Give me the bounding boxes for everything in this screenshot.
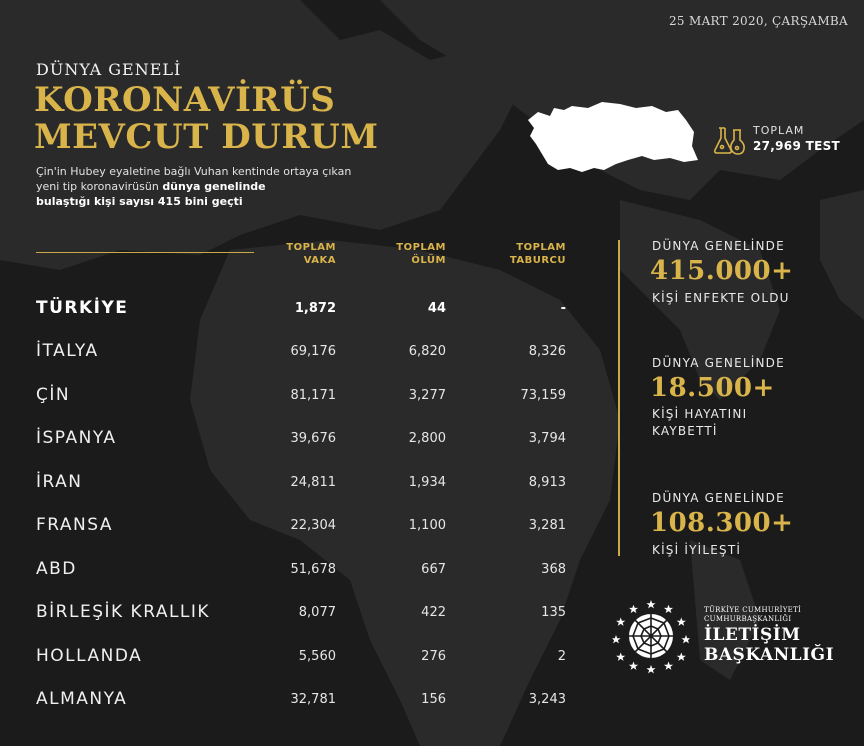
org-line-3: İLETİŞİM [704,625,801,645]
country-name: İRAN [36,472,83,492]
table-row [0,689,600,719]
deaths-cell: 1,100 [408,518,446,533]
world-infected-sub: KİŞİ ENFEKTE OLDU [652,291,790,305]
world-infected-label: DÜNYA GENELİNDE [652,239,785,253]
cases-cell: 39,676 [290,431,336,446]
country-name: İSPANYA [36,428,117,448]
world-infected-value: 415.000+ [650,256,794,286]
recovered-cell: 3,281 [528,518,566,533]
description-bold-2: bulaştığı kişi sayısı 415 bini geçti [36,195,243,208]
column-header-deaths-line-2: ÖLÜM [411,255,446,266]
description-bold-1: dünya genelinde [162,180,266,193]
deaths-cell: 156 [421,692,446,707]
description [36,164,356,209]
cases-cell: 32,781 [290,692,336,707]
deaths-cell: 276 [421,649,446,664]
column-header-recovered-line-2: TABURCU [509,255,566,266]
column-header-cases [256,241,336,267]
recovered-cell: 135 [541,605,566,620]
recovered-cell: 2 [557,649,566,664]
recovered-cell: - [560,301,566,316]
table-row [0,559,600,589]
title-line-2: MEVCUT DURUM [34,117,379,157]
divider-line [36,252,254,253]
cases-cell: 5,560 [298,649,336,664]
table-row [0,515,600,545]
country-name: ABD [36,559,77,579]
deaths-cell: 6,820 [408,344,446,359]
flask-icon [711,122,747,158]
table-row [0,428,600,458]
country-name: İTALYA [36,341,99,361]
tests-value: 27,969 TEST [753,139,840,153]
recovered-cell: 368 [541,562,566,577]
table-row [0,472,600,502]
org-name-big [704,625,834,665]
description-text: Çin'in Hubey eyaletine bağlı Vuhan kentinde ortaya çıkan yeni tip koronavirüsün [36,165,352,193]
subtitle: DÜNYA GENELİ [36,60,182,79]
table-row-turkiye [0,298,600,328]
cases-cell: 8,077 [298,605,336,620]
country-name: FRANSA [36,515,113,535]
world-deaths-sub-line-1: KİŞİ HAYATINI [652,407,748,421]
cases-cell: 81,171 [290,388,336,403]
deaths-cell: 1,934 [408,475,446,490]
world-deaths-sub-line-2: KAYBETTİ [652,424,718,438]
stats-divider [618,240,620,556]
recovered-cell: 3,794 [528,431,566,446]
title-line-1: KORONAVİRÜS [34,80,336,120]
country-name: ÇİN [36,385,71,405]
cases-cell: 69,176 [290,344,336,359]
deaths-cell: 44 [427,301,446,316]
cases-cell: 22,304 [290,518,336,533]
column-header-deaths-line-1: TOPLAM [396,242,446,253]
world-deaths-sub [652,406,747,440]
column-header-recovered-line-1: TOPLAM [516,242,566,253]
org-line-4: BAŞKANLIĞI [704,645,835,665]
cases-cell: 24,811 [290,475,336,490]
cases-cell: 1,872 [294,301,336,316]
deaths-cell: 422 [421,605,446,620]
world-deaths-value: 18.500+ [650,373,775,403]
deaths-cell: 2,800 [408,431,446,446]
cases-cell: 51,678 [290,562,336,577]
recovered-cell: 8,913 [528,475,566,490]
column-header-cases-line-2: VAKA [303,255,336,266]
world-recovered-value: 108.300+ [650,508,794,538]
table-row [0,602,600,632]
turkey-map-icon [524,98,700,178]
column-header-cases-line-1: TOPLAM [286,242,336,253]
org-line-1: TÜRKİYE CUMHURİYETİ [704,606,802,614]
world-recovered-sub: KİŞİ İYİLEŞTİ [652,543,742,557]
org-line-2: CUMHURBAŞKANLIĞI [704,615,792,623]
world-deaths-label: DÜNYA GENELİNDE [652,356,785,370]
table-row [0,385,600,415]
recovered-cell: 73,159 [520,388,566,403]
recovered-cell: 3,243 [528,692,566,707]
tests-label: TOPLAM [753,124,805,137]
table-row [0,341,600,371]
page-title [34,82,378,156]
country-name: BİRLEŞİK KRALLIK [36,602,211,622]
recovered-cell: 8,326 [528,344,566,359]
emblem-logo-icon [612,596,690,674]
date-label: 25 MART 2020, ÇARŞAMBA [669,14,848,28]
world-recovered-label: DÜNYA GENELİNDE [652,491,785,505]
column-header-recovered [476,241,566,267]
deaths-cell: 667 [421,562,446,577]
table-row [0,646,600,676]
country-name: TÜRKİYE [36,298,129,318]
column-header-deaths [366,241,446,267]
country-name: HOLLANDA [36,646,143,666]
country-name: ALMANYA [36,689,128,709]
org-name-small [704,606,801,624]
deaths-cell: 3,277 [408,388,446,403]
